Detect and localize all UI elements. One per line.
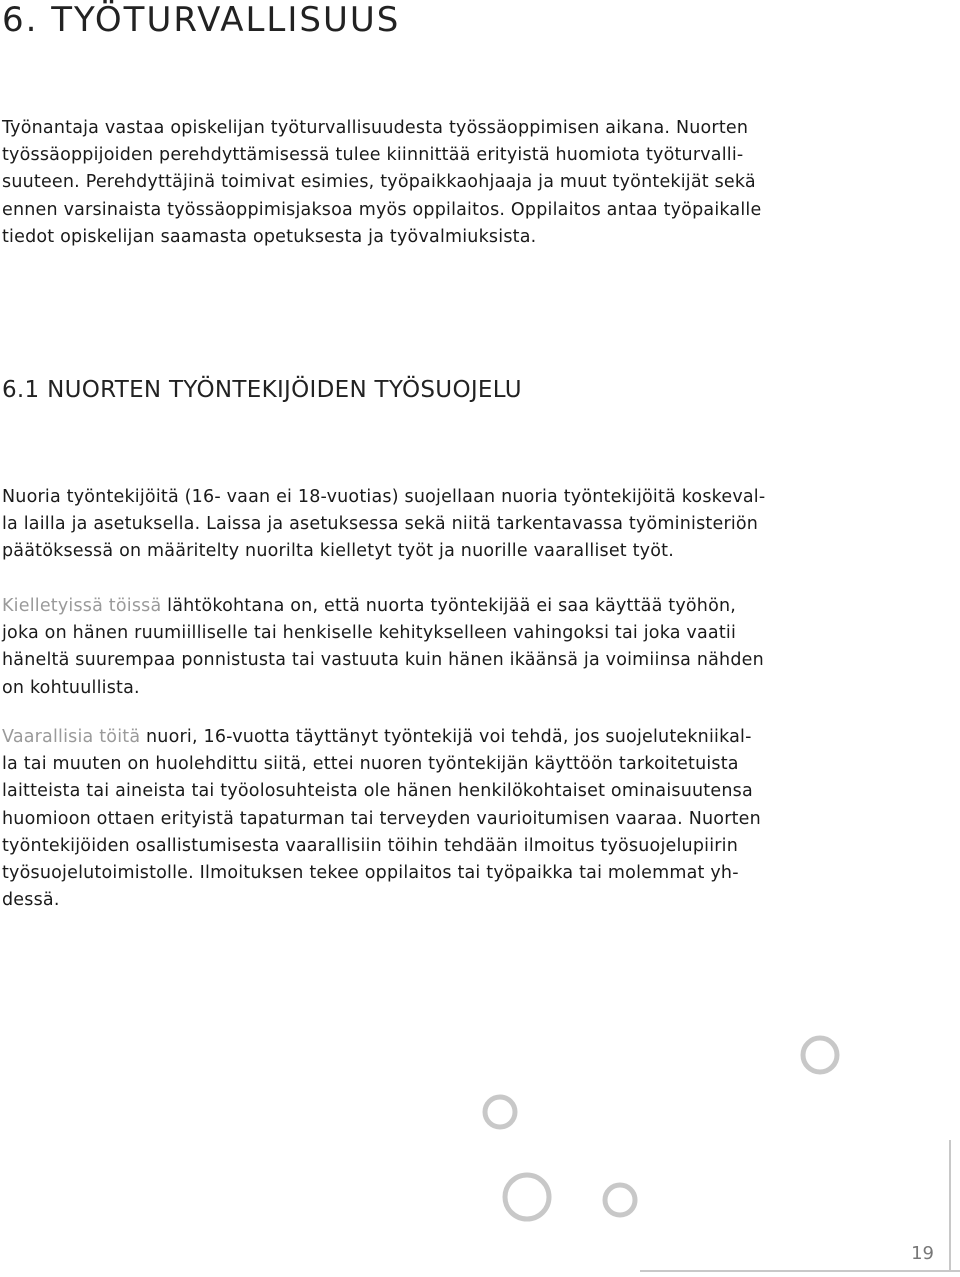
decorative-circle-icon	[505, 1175, 549, 1219]
intro-line: ennen varsinaista työssäoppimisjaksoa myös oppilaitos. Oppilaitos antaa työpaikalle	[2, 199, 762, 220]
intro-line: suuteen. Perehdyttäjinä toimivat esimies, työpaikkaohjaaja ja muut työntekijät sekä	[2, 172, 756, 193]
dangerous-line: dessä.	[2, 890, 60, 911]
section-intro-line: päätöksessä on määritelty nuorilta kielletyt työt ja nuorille vaaralliset työt.	[2, 541, 674, 562]
dangerous-line: työntekijöiden osallistumisesta vaarallisiin töihin tehdään ilmoitus työsuojelupiirin	[2, 835, 739, 856]
intro-line: Työnantaja vastaa opiskelijan työturvallisuudesta työssäoppimisen aikana. Nuorten	[2, 118, 749, 138]
page-title: 6. TYÖTURVALLISUUS	[2, 0, 401, 40]
forbidden-work-term: Kielletyissä töissä	[2, 596, 162, 616]
dangerous-line: työsuojelutoimistolle. Ilmoituksen tekee oppilaitos tai työpaikka tai molemmat yh-	[2, 863, 739, 884]
dangerous-line: la tai muuten on huolehdittu siitä, ettei nuoren työntekijän käyttöön tarkoitetuista	[2, 754, 739, 775]
intro-line: tiedot opiskelijan saamasta opetuksesta ja työvalmiuksista.	[2, 226, 537, 247]
page-corner-rule-horizontal	[640, 1270, 960, 1272]
page-corner-rule-vertical	[949, 1140, 951, 1272]
dangerous-work-term: Vaarallisia töitä	[2, 727, 141, 747]
decorative-circle-icon	[485, 1097, 515, 1127]
dangerous-line: laitteista tai aineista tai työolosuhteista ole hänen henkilökohtaiset ominaisuutensa	[2, 781, 753, 802]
forbidden-line: on kohtuullista.	[2, 677, 140, 698]
page-number: 19	[911, 1243, 934, 1264]
forbidden-line: häneltä suurempaa ponnistusta tai vastuuta kuin hänen ikäänsä ja voimiinsa nähden	[2, 650, 764, 671]
forbidden-line: joka on hänen ruumiilliselle tai henkiselle kehitykselleen vahingoksi tai joka vaatii	[2, 623, 737, 644]
section-intro-line: Nuoria työntekijöitä (16- vaan ei 18-vuotias) suojellaan nuoria työntekijöitä koskeval-	[2, 487, 766, 507]
dangerous-first-line-text: nuori, 16-vuotta täyttänyt työntekijä voi tehdä, jos suojelutekniikal-	[140, 727, 752, 747]
decorative-circle-icon	[605, 1185, 635, 1215]
section-intro-line: la lailla ja asetuksella. Laissa ja asetuksessa sekä niitä tarkentavassa työministeriön	[2, 514, 759, 535]
forbidden-first-line-text: lähtökohtana on, että nuorta työntekijää ei saa käyttää työhön,	[161, 596, 737, 616]
decorative-circle-icon	[803, 1038, 837, 1072]
dangerous-line: huomioon ottaen erityistä tapaturman tai terveyden vaurioitumisen vaaraa. Nuorten	[2, 808, 761, 829]
intro-line: työssäoppijoiden perehdyttämisessä tulee kiinnittää erityistä huomiota työturvalli-	[2, 145, 744, 166]
section-title: 6.1 NUORTEN TYÖNTEKIJÖIDEN TYÖSUOJELU	[2, 377, 522, 403]
